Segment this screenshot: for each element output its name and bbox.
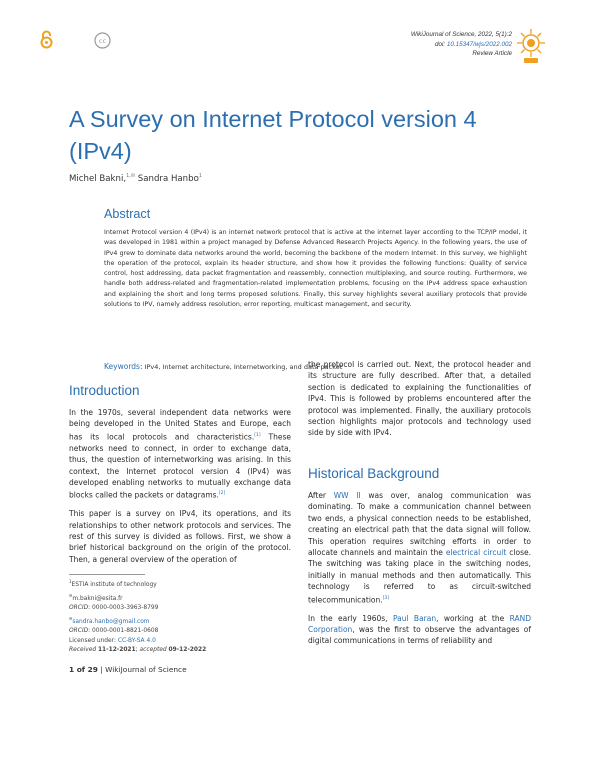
footer-journal-name: WikiJournal of Science [105, 665, 187, 674]
keywords-list: IPv4, Internet architecture, Internetworking, and data packet [144, 363, 343, 371]
paragraph: This paper is a survey on IPv4, its operations, and its relationships to other network protocols and services. The rest of this survey is divided as follows. First, we show a brief historical background on the origin of the protocol. Then, a general overview of the operation of [69, 509, 291, 564]
email-author-2[interactable]: sandra.hanbo@gmail.com [72, 618, 150, 625]
paragraph: After WW II was over, analog communication was dominating. To make a communication channel between two ends, a physical connection needs to be established, creating an electrical path that the data signal will follow. This operation requires switching efforts in order to allocate channels and maintain the electrical circuit close. The switching was taking place in the switching nodes, initially in manual methods and then automatically. This technology is referred to as circuit-switched telecommunication.[3] [308, 491, 531, 605]
link-electrical-circuit[interactable]: electrical circuit [445, 548, 507, 558]
page-number: 1 of 29 [69, 665, 98, 674]
received-date: 11-12-2021 [97, 647, 136, 654]
journal-info: WikiJournal of Science, 2022, 5(1):2 doi: 10.15347/wjs/2022.002 Review Article [410, 31, 512, 57]
footnote-divider [69, 574, 145, 575]
section-heading-introduction: Introduction [69, 383, 140, 398]
link-rand-corporation[interactable]: RAND Corporation [308, 613, 531, 634]
abstract-heading: Abstract [104, 207, 151, 221]
creative-commons-icon [94, 32, 111, 49]
left-column [69, 407, 291, 572]
right-column [308, 359, 531, 446]
affiliation: ESTIA institute of technology [71, 581, 157, 588]
abstract-text: Internet Protocol version 4 (IPv4) is an internet network protocol that is active at the internet layer according to the TCP/IP model, it was developed in 1981 within a project managed by Defense Advanced Research Projects Agency. In the following years, the use of IPv4 grew to dominate data networks around the world, becoming the backbone of the modern Internet. In this survey, we highlight the operation of the protocol, explain its header structure, and show how it provides the following functions: Quality of service control, host addressing, data packet fragmentation and reassembly, connection multiplexing, and source routing. Furthermore, we handle both address-related and fragmentation-related implementation problems, focusing on the IPv4 address space exhaustion and explaining the short and long terms proposed solutions. Finally, this survey highlights several auxiliary protocols that provide solutions to IPV, namely address resolution, error reporting, multicast management, and security. [104, 229, 527, 309]
orcid-author-2: : 0000-0001-8821-0608 [88, 628, 159, 635]
author-affiliation-mark: 1,✉ [126, 173, 136, 179]
svg-text:cc: cc [98, 37, 107, 45]
citation-ref[interactable]: [3] [382, 595, 390, 601]
history-text [308, 490, 531, 654]
author-name[interactable]: Sandra Hanbo [137, 173, 199, 184]
keywords-label: Keywords: [104, 362, 143, 371]
paragraph: the protocol is carried out. Next, the protocol header and its structure are fully described. After that, a detailed section is dedicated to explaining the functionalities of IPv4. This is followed by problems encountered after the protocol was implemented. Finally, the auxiliary protocols section highlights major protocols and technology used side by side with IPv4. [308, 360, 531, 438]
citation-ref[interactable]: [2] [218, 491, 226, 497]
link-ww2[interactable]: WW II [333, 491, 361, 500]
page-footer: 1 of 29 | WikiJournal of Science [69, 665, 187, 674]
author-list [69, 173, 202, 184]
license-link[interactable]: CC-BY-SA 4.0 [117, 637, 156, 644]
section-heading-historical-background: Historical Background [308, 466, 440, 481]
article-type: Review Article [472, 50, 512, 57]
footnotes: $^1$ESTIA institute of technology ✉m.bakni@esita.fr ORCID: 0000-0003-3963-8799 ✉sandra.hanbo@gmail.com ORCID: 0000-0001-8821-0608 Licensed under: CC-BY-SA 4.0 Received 11-12-2021; accepted 09-12-2022 [69, 579, 207, 654]
open-access-icon [39, 30, 54, 49]
orcid-author-1: : 0000-0003-3963-8799 [88, 605, 159, 612]
journal-citation: WikiJournal of Science, 2022, 5(1):2 [410, 31, 512, 38]
paragraph: In the early 1960s, Paul Baran, working at the RAND Corporation, was the first to observe the advantages of digital communications in terms of reliability and [308, 613, 531, 646]
wikijournal-logo [516, 28, 546, 64]
doi-link[interactable]: 10.15347/wjs/2022.002 [446, 40, 512, 48]
article-title: A Survey on Internet Protocol version 4 (IPv4) [69, 106, 477, 164]
link-paul-baran[interactable]: Paul Baran [392, 613, 437, 623]
citation-ref[interactable]: [1] [254, 432, 261, 438]
keywords [104, 362, 342, 371]
author-affiliation-mark: 1 [198, 173, 203, 179]
paragraph: In the 1970s, several independent data networks were being developed in the United States and Europe, each has its local protocols and characteristics.[1] These networks need to connect, in order to exchange data, thus, the question of internetworking was arising. In this context, the Internet protocol version 4 (IPv4) was developed enabling networks to mutually exchange data blocks called the packets or datagrams.[2] [69, 408, 292, 500]
accepted-date: 09-12-2022 [168, 647, 207, 654]
email-author-1[interactable]: m.bakni@esita.fr [72, 595, 123, 602]
author-name[interactable]: Michel Bakni, [69, 173, 127, 184]
